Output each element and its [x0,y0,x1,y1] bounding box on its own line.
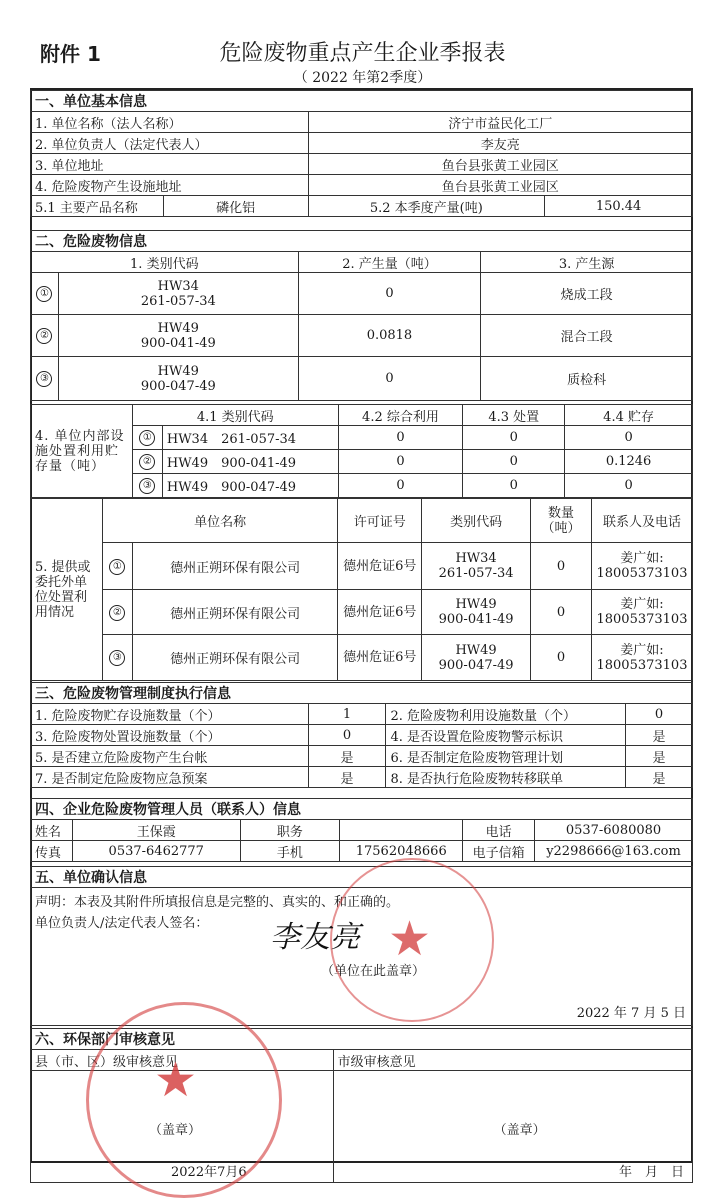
section-title: 五、单位确认信息 [31,867,693,888]
item-label: 3. 危险废物处置设施数量（个） [31,725,309,746]
confirm-date: 2022 年 7 月 5 日 [576,1006,686,1021]
seal-label: （盖章） [149,1123,202,1138]
contact-phone: 18005373103 [596,612,688,627]
item-value: 0 [626,704,693,725]
waste-code: 261-057-34 [438,566,514,581]
row-number: ③ [109,650,125,666]
field-label: 2. 单位负责人（法定代表人） [31,133,309,154]
company-name: 济宁市益民化工厂 [308,112,692,133]
quarter-label: （ 2022 年第2季度） [293,70,432,86]
item-label: 5. 是否建立危险废物产生台帐 [31,746,309,767]
header-code: 4.1 类别代码 [132,405,338,426]
waste-source: 烧成工段 [481,273,693,315]
store-amount: 0 [565,426,693,450]
waste-category: HW34 [157,278,199,294]
waste-amount: 0 [298,273,481,315]
county-review-label: 县（市、区）级审核意见 [31,1050,334,1071]
section-title: 四、企业危险废物管理人员（联系人）信息 [31,799,693,820]
internal-disposal-label: 4. 单位内部设施处置利用贮存量（吨） [31,405,133,498]
header-name: 单位名称 [102,499,337,543]
signer-label: 单位负责人/法定代表人签名： [35,916,209,931]
use-amount: 0 [338,474,463,498]
company-name: 德州正朔环保有限公司 [132,635,338,681]
header-contact: 联系人及电话 [591,499,692,543]
seal-label: （盖章） [493,1123,546,1138]
item-label: 7. 是否制定危险废物应急预案 [31,767,309,788]
store-amount: 0 [565,474,693,498]
waste-amount: 0 [298,357,481,401]
license-no: 德州危证6号 [338,590,422,635]
waste-source: 混合工段 [481,315,693,357]
company-name: 德州正朔环保有限公司 [132,590,338,635]
dispose-amount: 0 [463,450,565,474]
header-store: 4.4 贮存 [565,405,693,426]
waste-code: 900-047-49 [438,657,514,673]
quarter-output: 150.44 [545,196,693,217]
legal-representative: 李友亮 [308,133,692,154]
section-contact [30,798,693,862]
item-value: 1 [308,704,386,725]
header-code: 1. 类别代码 [31,252,299,273]
main-product: 磷化铝 [163,196,308,217]
row-number: ① [109,559,125,575]
waste-code: 900-041-49 [438,612,514,627]
section-title: 二、危险废物信息 [31,231,693,252]
waste-code: HW49 900-047-49 [162,474,338,498]
company-address: 鱼台县张黄工业园区 [308,154,692,175]
waste-code: HW34 261-057-34 [162,426,338,450]
use-amount: 0 [338,426,463,450]
city-date: 年 月 日 [618,1165,684,1180]
stamp-here-label: （单位在此盖章） [321,964,426,979]
company-seal-star-icon: ★ [388,911,432,967]
field-label: 传真 [31,841,73,862]
section-basic-info [30,90,693,217]
header-use: 4.2 综合利用 [338,405,463,426]
section-title: 六、环保部门审核意见 [31,1029,693,1050]
waste-code: 900-041-49 [140,335,216,351]
internal-disposal-table [30,404,693,498]
row-number: ① [139,430,155,446]
field-label: 手机 [240,841,340,862]
attachment-label: 附件 1 [40,42,101,66]
section-management-system [30,682,693,788]
waste-category: HW49 [157,320,199,336]
license-no: 德州危证6号 [338,635,422,681]
contact-fax: 0537-6462777 [72,841,240,862]
quantity: 0 [531,543,592,590]
waste-code: HW49 900-041-49 [162,450,338,474]
field-label: 5.2 本季度产量(吨) [308,196,545,217]
waste-category: HW49 [455,597,497,612]
contact-post [340,820,463,841]
item-value: 是 [626,725,693,746]
field-label: 职务 [240,820,340,841]
waste-category: HW34 [455,551,497,566]
contact-name: 王保霞 [72,820,240,841]
waste-amount: 0.0818 [298,315,481,357]
field-label: 3. 单位地址 [31,154,309,175]
quantity: 0 [531,590,592,635]
contact-phone: 18005373103 [596,566,688,581]
section-title: 一、单位基本信息 [31,91,693,112]
contact-name: 姜广如: [620,551,664,566]
item-value: 是 [308,767,386,788]
waste-category: HW49 [157,363,199,379]
waste-source: 质检科 [481,357,693,401]
header-amount: 2. 产生量（吨） [298,252,481,273]
store-amount: 0.1246 [565,450,693,474]
row-number: ② [139,454,155,470]
header-qty: 数量（吨） [531,499,592,543]
field-label: 电子信箱 [463,841,535,862]
header-dispose: 4.3 处置 [463,405,565,426]
row-number: ③ [139,478,155,494]
row-number: ② [109,605,125,621]
item-value: 是 [626,767,693,788]
row-number: ③ [36,371,52,387]
external-disposal-label: 5. 提供或委托外单位处置利用情况 [31,499,103,681]
contact-email: y2298666@163.com [535,841,693,862]
quantity: 0 [531,635,592,681]
item-label: 2. 危险废物利用设施数量（个） [386,704,626,725]
section-waste-info [30,230,693,401]
dispose-amount: 0 [463,426,565,450]
page-title: 危险废物重点产生企业季报表 [219,41,506,66]
company-name: 德州正朔环保有限公司 [132,543,338,590]
item-value: 是 [308,746,386,767]
county-date: 2022年7月6 [171,1165,247,1180]
item-value: 0 [308,725,386,746]
signature: 李友亮 [270,920,360,955]
item-label: 6. 是否制定危险废物管理计划 [386,746,626,767]
external-disposal-table [30,498,693,681]
contact-mobile: 17562048666 [340,841,463,862]
field-label: 姓名 [31,820,73,841]
dispose-amount: 0 [463,474,565,498]
waste-code: 900-047-49 [140,378,216,394]
city-review-label: 市级审核意见 [333,1050,692,1071]
contact-phone: 18005373103 [596,657,688,673]
header-code: 类别代码 [422,499,531,543]
section-title: 三、危险废物管理制度执行信息 [31,683,693,704]
field-label: 4. 危险废物产生设施地址 [31,175,309,196]
contact-tel: 0537-6080080 [535,820,693,841]
header-source: 3. 产生源 [481,252,693,273]
waste-code: 261-057-34 [140,293,216,309]
use-amount: 0 [338,450,463,474]
statement-text: 声明：本表及其附件所填报信息是完整的、真实的、和正确的。 [35,895,400,910]
field-label: 电话 [463,820,535,841]
field-label: 1. 单位名称（法人名称） [31,112,309,133]
row-number: ① [36,286,52,302]
item-label: 8. 是否执行危险废物转移联单 [386,767,626,788]
item-label: 4. 是否设置危险废物警示标识 [386,725,626,746]
license-no: 德州危证6号 [338,543,422,590]
contact-name: 姜广如: [620,642,664,658]
row-number: ② [36,328,52,344]
contact-name: 姜广如: [620,597,664,612]
facility-address: 鱼台县张黄工业园区 [308,175,692,196]
city-review-box [333,1071,692,1183]
waste-category: HW49 [455,642,497,658]
government-seal-star-icon: ★ [154,1052,198,1108]
header-license: 许可证号 [338,499,422,543]
item-label: 1. 危险废物贮存设施数量（个） [31,704,309,725]
field-label: 5.1 主要产品名称 [31,196,164,217]
item-value: 是 [626,746,693,767]
